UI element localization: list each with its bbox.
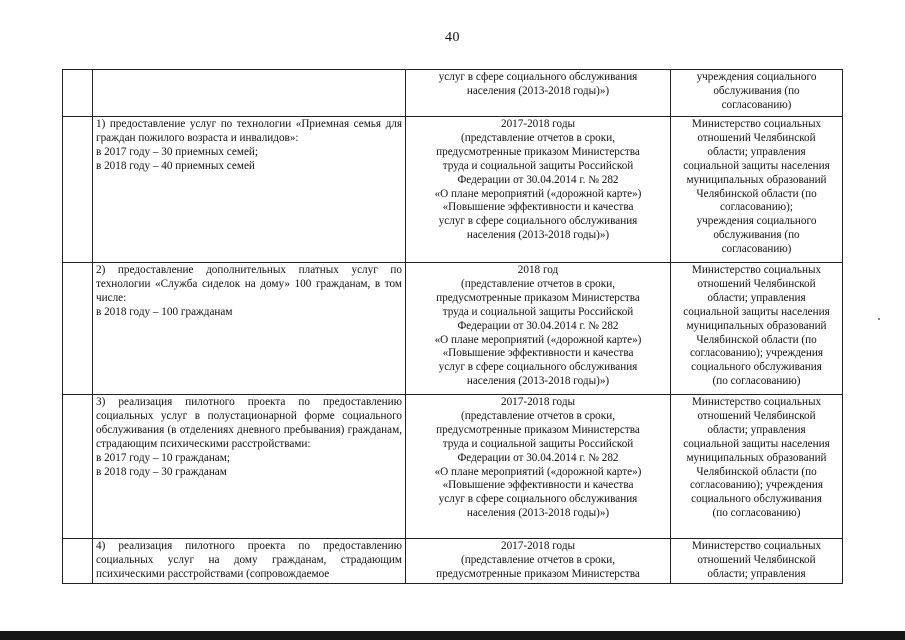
responsible-line: области; управления [707,291,806,304]
responsible-line: Министерство социальных [691,264,822,276]
row-number-cell [63,263,93,395]
measure-description-line: 2) предоставление дополнительных платных услуг по технологии «Служба сиделок на дому» 100 гражданам, в том числе: [96,264,402,304]
term-line: Федерации от 30.04.2014 г. № 282 [457,319,619,332]
responsible-line: Челябинской области (по [696,465,817,478]
measure-description-line: в 2018 году – 30 гражданам [96,465,227,478]
responsible-line: Челябинской области (по [696,333,817,346]
responsible-line: Министерство социальных [691,118,822,130]
table-row [63,395,843,539]
scan-speck [878,318,880,320]
term-line: услуг в сфере социального обслуживания [438,493,638,506]
term-line: предусмотренные приказом Министерства [436,291,640,304]
responsible-line: отношений Челябинской [697,409,816,422]
measures-table [62,69,843,584]
term-line: предусмотренные приказом Министерства [436,567,640,580]
term-line: услуг в сфере социального обслуживания [438,71,638,83]
responsible-line: муниципальных образований [686,173,827,186]
term-line: услуг в сфере социального обслуживания [438,361,638,374]
term-line: населения (2013-2018 годы)») [466,229,610,242]
responsible-line: согласованию) [721,98,792,111]
term-cell [406,117,671,263]
term-line: Федерации от 30.04.2014 г. № 282 [457,451,619,464]
responsible-line: социального обслуживания [691,361,822,374]
term-line: Федерации от 30.04.2014 г. № 282 [457,173,619,186]
responsible-line: согласованию); [720,201,793,214]
term-line: «Повышение эффективности и качества [442,347,634,360]
term-line: «О плане мероприятий («дорожной карте») [434,187,642,200]
term-line: труда и социальной защиты Российской [442,305,634,318]
table-row [63,263,843,395]
table-row [63,117,843,263]
term-line: «О плане мероприятий («дорожной карте») [434,465,642,478]
term-line: «Повышение эффективности и качества [442,479,634,492]
responsible-line: согласованию); учреждения [689,347,824,360]
measure-description-cell [93,117,406,263]
term-line: 2018 год [517,264,559,276]
responsible-line: (по согласованию) [712,507,801,520]
responsible-line: области; управления [707,145,806,158]
responsible-line: социальной защиты населения [683,437,830,450]
responsible-line: отношений Челябинской [697,131,816,144]
responsible-line: Челябинской области (по [696,187,817,200]
measure-description-cell [93,395,406,539]
responsible-line: учреждения социального [696,71,817,83]
responsible-line: муниципальных образований [686,319,827,332]
term-line: (представление отчетов в сроки, [461,277,615,290]
measure-description-cell [93,263,406,395]
responsible-line: социальной защиты населения [683,159,830,172]
responsible-line: обслуживания (по [713,229,800,242]
responsible-line: муниципальных образований [686,451,827,464]
term-line: «О плане мероприятий («дорожной карте») [434,333,642,346]
term-line: труда и социальной защиты Российской [442,159,634,172]
measure-description-cell [93,70,406,117]
term-cell [406,539,671,584]
term-line: (представление отчетов в сроки, [461,409,615,422]
responsible-line: Министерство социальных [691,540,822,552]
row-number-cell [63,539,93,584]
term-line: услуг в сфере социального обслуживания [438,215,638,228]
term-line: населения (2013-2018 годы)») [466,84,610,97]
term-line: 2017-2018 годы [500,396,576,408]
term-line: предусмотренные приказом Министерства [436,423,640,436]
term-line: 2017-2018 годы [500,118,576,130]
page-number: 40 [445,30,460,45]
responsible-line: обслуживания (по [713,84,800,97]
row-number-cell [63,395,93,539]
responsible-line: отношений Челябинской [697,553,816,566]
responsible-line: области; управления [707,423,806,436]
responsible-line: социального обслуживания [691,493,822,506]
measure-description-line: в 2018 году – 40 приемных семей [96,159,255,172]
responsible-cell [671,117,843,263]
term-line: населения (2013-2018 годы)») [466,375,610,388]
responsible-cell [671,263,843,395]
scan-edge-bar [0,631,905,640]
responsible-cell [671,70,843,117]
responsible-line: согласованию) [721,243,792,256]
term-cell [406,70,671,117]
responsible-line: социальной защиты населения [683,305,830,318]
responsible-line: учреждения социального [696,215,817,228]
term-line: (представление отчетов в сроки, [461,131,615,144]
term-line: предусмотренные приказом Министерства [436,145,640,158]
responsible-line: отношений Челябинской [697,277,816,290]
table-row [63,70,843,117]
measure-description-line: в 2017 году – 10 гражданам; [96,451,230,464]
term-line: населения (2013-2018 годы)») [466,507,610,520]
measure-description-line: в 2018 году – 100 гражданам [96,305,233,318]
term-line: труда и социальной защиты Российской [442,437,634,450]
measure-description-cell [93,539,406,584]
row-number-cell [63,117,93,263]
term-line: 2017-2018 годы [500,540,576,552]
term-line: (представление отчетов в сроки, [461,553,615,566]
responsible-line: согласованию); учреждения [689,479,824,492]
measure-description-line: в 2017 году – 30 приемных семей; [96,145,259,158]
responsible-cell [671,539,843,584]
responsible-cell [671,395,843,539]
term-cell [406,263,671,395]
measure-description-line: 3) реализация пилотного проекта по предоставлению социальных услуг в полустационарной форме социального обслуживания (в отделениях дневного пребывания) гражданам, страдающим психическими расстройствами: [96,396,402,450]
responsible-line: Министерство социальных [691,396,822,408]
responsible-line: области; управления [707,567,806,580]
measure-description-line: 4) реализация пилотного проекта по предоставлению социальных услуг на дому гражданам, страдающим психическими расстройствами (сопровождаемое [96,540,402,580]
measure-description-line: 1) предоставление услуг по технологии «Приемная семья для граждан пожилого возраста и инвалидов»: [96,118,402,144]
table-row [63,539,843,584]
responsible-line: (по согласованию) [712,375,801,388]
term-line: «Повышение эффективности и качества [442,201,634,214]
row-number-cell [63,70,93,117]
term-cell [406,395,671,539]
